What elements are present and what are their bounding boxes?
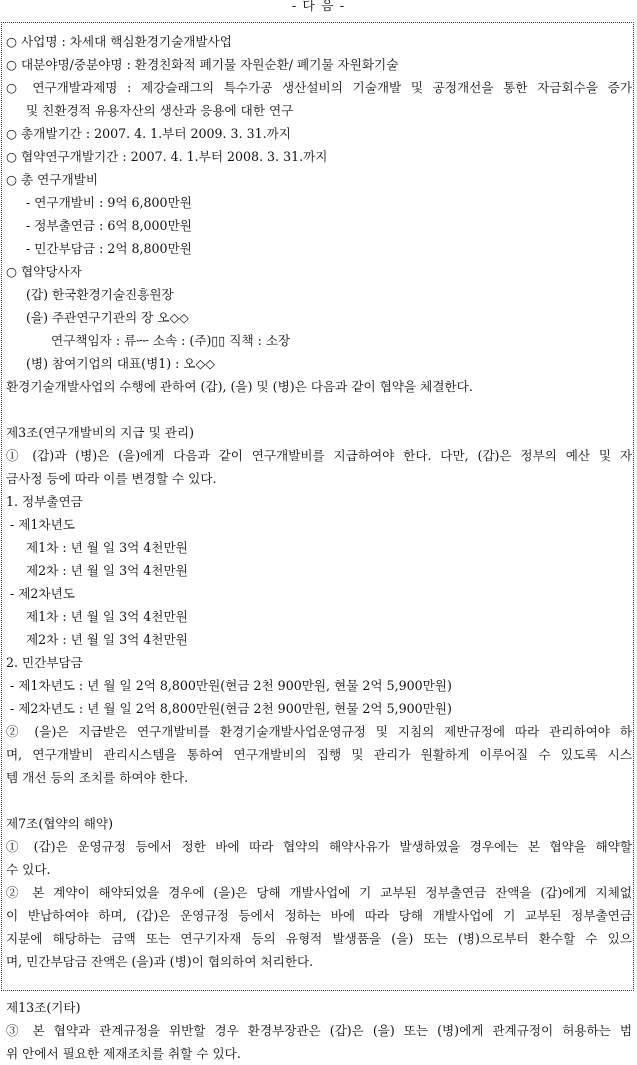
article-7-para-2-line-1: ② 본 계약이 해약되었을 경우에 (을)은 당해 개발사업에 기 교부된 정부출연금 잔액을 (갑)에게 지체없 bbox=[6, 885, 632, 900]
article-7-title: 제7조(협약의 해약) bbox=[6, 816, 114, 831]
private-funding-title: 2. 민간부담금 bbox=[6, 655, 83, 670]
conclusion-line: 환경기술개발사업의 수행에 관하여 (갑), (을) 및 (병)은 다음과 같이 협약을 체결한다. bbox=[6, 379, 473, 394]
article-3-para-1-line-2: 금사정 등에 따라 이를 변경할 수 있다. bbox=[6, 471, 217, 486]
parties-line: ○ 협약당사자 bbox=[6, 264, 82, 279]
article-7-para-2-line-2: 이 반납하여야 하며, (갑)은 운영규정 등에서 정하는 바에 따라 당해 개발사업에 기 교부된 정부출연금 bbox=[6, 908, 632, 923]
government-funding-title: 1. 정부출연금 bbox=[6, 494, 83, 509]
task-name-line-1: ○ 연구개발과제명 : 제강슬래그의 특수가공 생산설비의 기술개발 및 공정개선을 통한 자금회수을 증가 bbox=[6, 80, 632, 95]
total-period-line: ○ 총개발기간 : 2007. 4. 1.부터 2009. 3. 31.까지 bbox=[6, 126, 291, 141]
article-7-para-2-line-4: 며, 민간부담금 잔액은 (을)과 (병)이 협의하여 처리한다. bbox=[6, 954, 314, 969]
party-c-line: (병) 참여기업의 대표(병1) : 오◇◇ bbox=[26, 356, 215, 371]
party-b-line: (을) 주관연구기관의 장 오◇◇ bbox=[26, 310, 189, 325]
year-2-installment-2: 제2차 : 년 월 일 3억 4천만원 bbox=[26, 632, 188, 647]
task-name-line-2: 및 친환경적 유용자산의 생산과 응용에 대한 연구 bbox=[26, 103, 294, 118]
article-13-para-3-line-2: 위 안에서 필요한 제재조치를 취할 수 있다. bbox=[6, 1046, 241, 1061]
year-1-installment-2: 제2차 : 년 월 일 3억 4천만원 bbox=[26, 563, 188, 578]
year-1-installment-1: 제1차 : 년 월 일 3억 4천만원 bbox=[26, 540, 188, 555]
cost-government-line: - 정부출연금 : 6억 8,000만원 bbox=[26, 218, 192, 233]
agreement-content bbox=[6, 30, 632, 1065]
year-2-label: - 제2차년도 bbox=[10, 586, 75, 601]
article-3-title: 제3조(연구개발비의 지급 및 관리) bbox=[6, 425, 195, 440]
agreement-period-line: ○ 협약연구개발기간 : 2007. 4. 1.부터 2008. 3. 31.까지 bbox=[6, 149, 328, 164]
year-1-label: - 제1차년도 bbox=[10, 517, 75, 532]
article-3-para-2-line-1: ② (을)은 지급받은 연구개발비를 환경기술개발사업운영규정 및 지침의 제반규정에 따라 관리하여야 하 bbox=[6, 724, 632, 739]
article-7-para-1-line-2: 수 있다. bbox=[6, 862, 51, 877]
article-13-title: 제13조(기타) bbox=[6, 1000, 81, 1015]
private-year-1: - 제1차년도 : 년 월 일 2억 8,800만원(현금 2천 900만원, 현물 2억 5,900만원) bbox=[10, 678, 452, 693]
article-3-para-2-line-3: 템 개선 등의 조치를 하여야 한다. bbox=[6, 770, 189, 785]
article-3-para-1-line-1: ① (갑)과 (병)은 (을)에게 다음과 같이 연구개발비를 지급하여야 한다. 다만, (갑)은 정부의 예산 및 자 bbox=[6, 448, 632, 463]
cost-private-line: - 민간부담금 : 2억 8,800만원 bbox=[26, 241, 192, 256]
article-7-para-2-line-3: 지분에 해당하는 금액 또는 연구기자재 등의 유형적 발생품을 (을) 또는 (병)으로부터 환수할 수 있으 bbox=[6, 931, 632, 946]
article-3-para-2-line-2: 며, 연구개발비 관리시스템을 통하여 연구개발비의 집행 및 관리가 원활하게 이루어질 수 있도록 시스 bbox=[6, 747, 632, 762]
project-name-line: ○ 사업명 : 차세대 핵심환경기술개발사업 bbox=[6, 34, 232, 49]
field-line: ○ 대분야명/중분야명 : 환경친화적 폐기물 자원순환/ 폐기물 자원화기술 bbox=[6, 57, 399, 72]
researcher-line: 연구책임자 : 류ｰｰ 소속 : (주)▯▯ 직책 : 소장 bbox=[51, 333, 291, 348]
article-7-para-1-line-1: ① (갑)은 운영규정 등에서 정한 바에 따라 협약의 해약사유가 발생하였을 경우에는 본 협약을 해약할 bbox=[6, 839, 632, 854]
page-header: - 다 음 - bbox=[291, 0, 346, 14]
total-cost-line: ○ 총 연구개발비 bbox=[6, 172, 98, 187]
party-a-line: (갑) 한국환경기술진흥원장 bbox=[26, 287, 174, 302]
article-13-para-3-line-1: ③ 본 협약과 관계규정을 위반할 경우 환경부장관은 (갑)은 (을) 또는 (병)에게 관계규정이 허용하는 범 bbox=[6, 1023, 632, 1038]
cost-research-line: - 연구개발비 : 9억 6,800만원 bbox=[26, 195, 192, 210]
year-2-installment-1: 제1차 : 년 월 일 3억 4천만원 bbox=[26, 609, 188, 624]
private-year-2: - 제2차년도 : 년 월 일 2억 8,800만원(현금 2천 900만원, 현물 2억 5,900만원) bbox=[10, 701, 452, 716]
